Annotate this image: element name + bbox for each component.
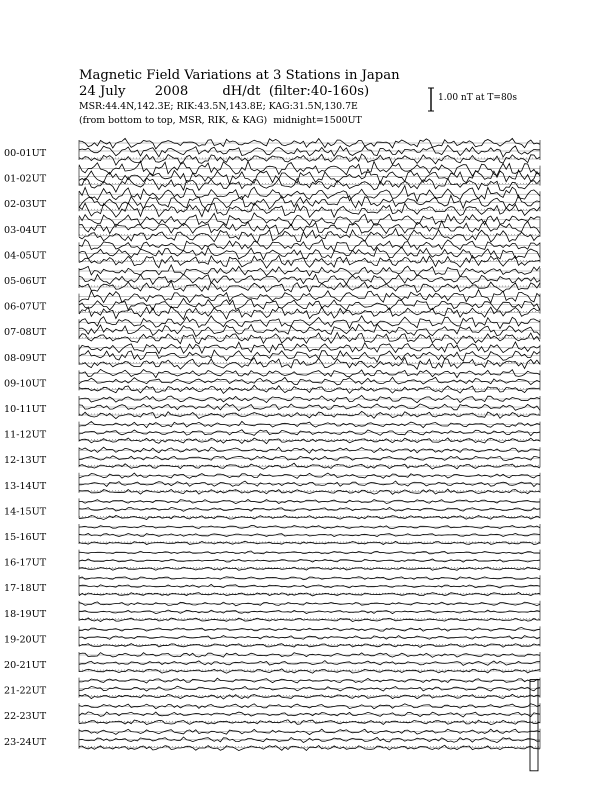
hour-label: 18-19UT xyxy=(4,608,47,620)
hour-label: 03-04UT xyxy=(4,224,47,236)
hour-label: 06-07UT xyxy=(4,301,47,313)
stations-line: MSR:44.4N,142.3E; RIK:43.5N,143.8E; KAG:31.5N,130.7E xyxy=(79,101,358,112)
quantity-line: dH/dt (filter:40-160s) xyxy=(222,84,370,99)
hour-label: 22-23UT xyxy=(4,711,47,723)
hour-label: 01-02UT xyxy=(4,173,47,185)
hour-label: 00-01UT xyxy=(4,148,47,159)
order-line: (from bottom to top, MSR, RIK, & KAG) xyxy=(79,115,268,126)
hour-label: 21-22UT xyxy=(4,685,47,697)
hour-label: 10-11UT xyxy=(4,404,47,415)
trace-msr xyxy=(79,525,540,528)
hour-label: 08-09UT xyxy=(4,352,47,364)
trace-rik xyxy=(79,377,540,385)
hour-label: 16-17UT xyxy=(4,557,47,569)
date-line: 24 July 2008 xyxy=(79,84,189,99)
hour-label: 13-14UT xyxy=(4,480,47,492)
hour-label: 15-16UT xyxy=(4,532,47,543)
hour-label: 12-13UT xyxy=(4,455,47,467)
hour-label: 05-06UT xyxy=(4,276,47,287)
hour-label: 02-03UT xyxy=(4,199,47,211)
trace-msr xyxy=(79,653,540,658)
trace-rik xyxy=(79,559,540,562)
hour-label: 20-21UT xyxy=(4,660,47,671)
hour-label: 23-24UT xyxy=(4,736,47,748)
hour-label: 14-15UT xyxy=(4,506,47,518)
hour-label: 17-18UT xyxy=(4,583,47,595)
hour-label: 04-05UT xyxy=(4,250,47,262)
trace-msr xyxy=(79,551,540,554)
hour-label: 07-08UT xyxy=(4,327,47,339)
scale-bar-label: 1.00 nT at T=80s xyxy=(438,93,518,103)
trace-kag xyxy=(79,255,540,268)
hour-label: 09-10UT xyxy=(4,378,47,390)
trace-kag xyxy=(79,358,540,370)
hour-label: 11-12UT xyxy=(4,429,47,441)
midnight-line: midnight=1500UT xyxy=(273,115,362,126)
trace-msr xyxy=(79,138,540,149)
hour-label: 19-20UT xyxy=(4,634,47,646)
trace-kag xyxy=(79,281,540,292)
chart-title: Magnetic Field Variations at 3 Stations in Japan xyxy=(79,68,400,83)
spike-trace xyxy=(530,680,538,771)
